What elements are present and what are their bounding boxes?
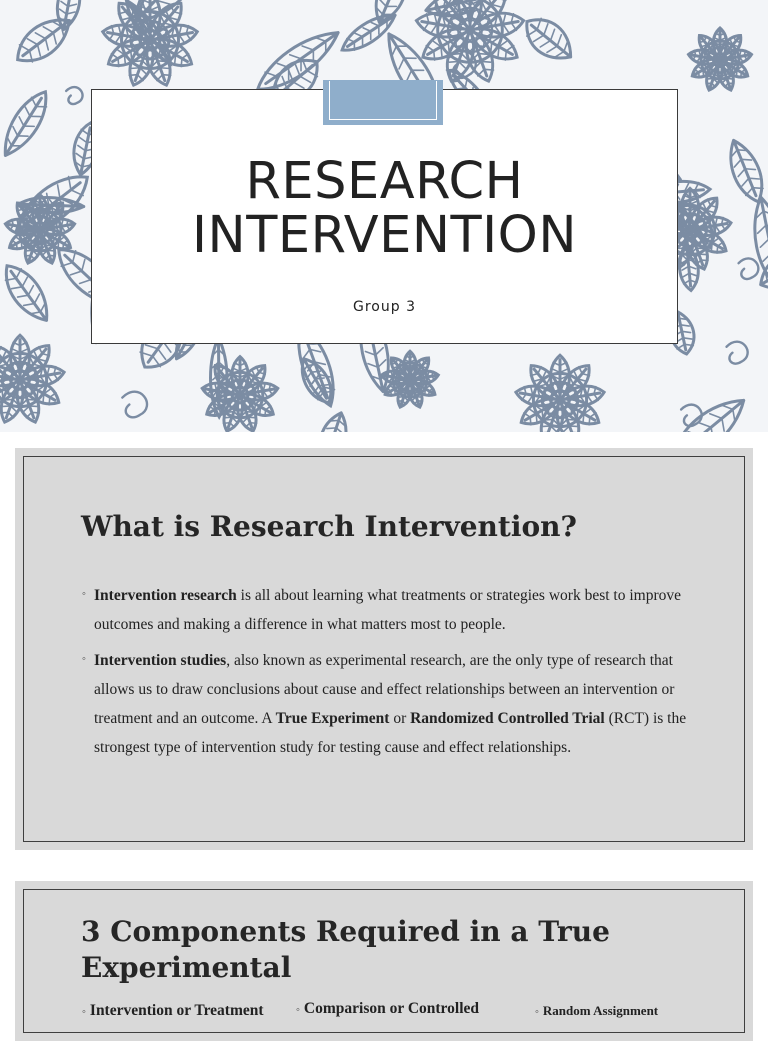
bullet-icon: ◦ <box>82 588 86 600</box>
slide-heading: 3 Components Required in a True Experimental <box>81 915 610 984</box>
component-label: Random Assignment <box>542 1003 659 1018</box>
bullet-icon: ◦ <box>82 1006 86 1018</box>
title-line-2: INTERVENTION <box>192 206 577 265</box>
presentation-title <box>91 152 678 265</box>
component-item <box>82 1002 264 1020</box>
bullet-text: (RCT) is the strongest type of intervention study for testing cause and effect relationships. <box>94 710 687 756</box>
bullet-text: is all about learning what treatments or strategies work best to improve outcomes and making a difference in what matters most to people. <box>94 587 681 633</box>
bold-term: Randomized Controlled Trial <box>410 710 605 727</box>
component-label: Intervention or Treatment <box>89 1002 264 1019</box>
slide-heading: What is Research Intervention? <box>81 510 577 543</box>
slide-frame <box>23 456 745 842</box>
definition-slide <box>15 448 753 850</box>
bullet-text: or <box>389 710 411 727</box>
bullet-icon: ◦ <box>296 1004 300 1016</box>
bold-term: Intervention studies <box>94 652 227 669</box>
components-slide <box>15 881 753 1041</box>
slide-frame <box>23 889 745 1033</box>
bullet-list <box>82 581 702 769</box>
title-slide <box>0 0 768 432</box>
components-row <box>82 1002 722 1042</box>
component-item <box>535 1003 658 1019</box>
bullet-icon: ◦ <box>82 653 86 665</box>
accent-tab <box>323 80 443 125</box>
bold-term: True Experiment <box>275 710 390 727</box>
bullet-text: , also known as experimental research, are the only type of research that allows us to draw conclusions about cause and effect relationships between an intervention or treatment and an outcome. A <box>94 652 675 727</box>
bold-term: Intervention research <box>94 587 237 604</box>
component-item <box>296 1000 479 1018</box>
list-item <box>82 646 702 762</box>
presentation-subtitle: Group 3 <box>353 299 416 315</box>
bullet-icon: ◦ <box>535 1006 539 1018</box>
component-label: Comparison or Controlled <box>303 1000 480 1017</box>
title-line-1: RESEARCH <box>245 152 524 211</box>
list-item <box>82 581 702 639</box>
